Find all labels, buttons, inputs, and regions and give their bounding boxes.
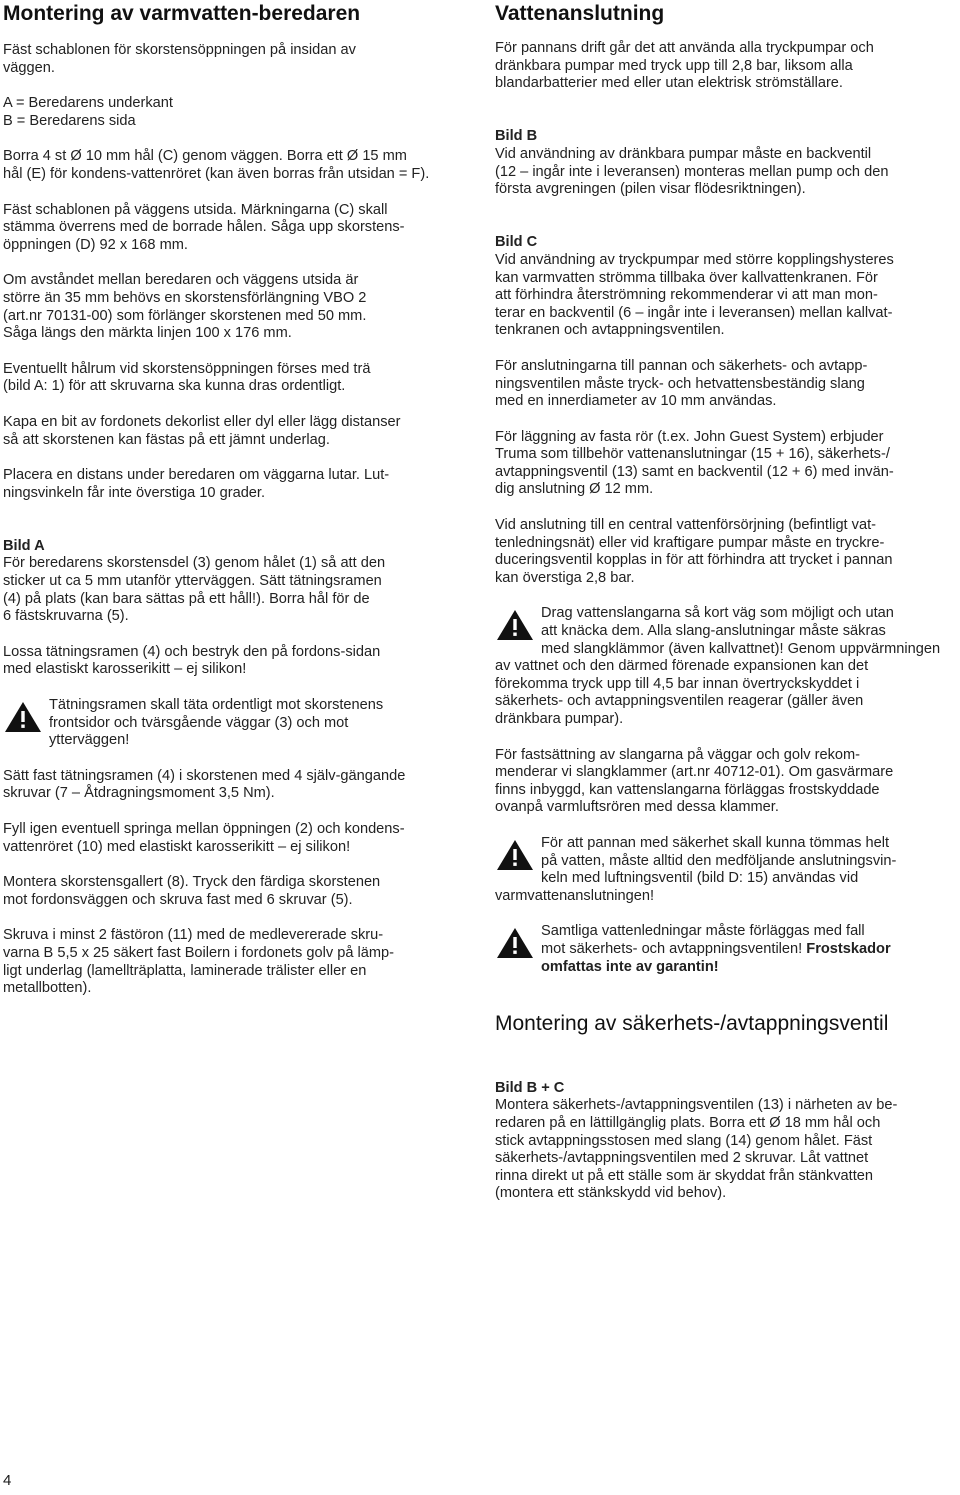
- paragraph-text: Vid användning av tryckpumpar med större kopplingshysteres kan varmvatten strömma tillbaka över kallvattenkranen. För att förhindra återströmning rekommenderar vi att man mon- terar en backventil (6 – ingår inte i leveransen) mellan kallvat- tenkranen och avtappningsventilen.: [495, 251, 894, 339]
- warning-note: [495, 923, 960, 976]
- paragraph: Placera en distans under beredaren om väggarna lutar. Lut- ningsvinkeln får inte överstiga 10 grader.: [3, 467, 390, 501]
- figure-label-c: Bild C: [495, 234, 538, 251]
- paragraph: Sätt fast tätningsramen (4) i skorstenen med 4 själv-gängande skruvar (7 – Åtdragningsmoment 3,5 Nm).: [3, 767, 406, 802]
- paragraph-text: Montera säkerhets-/avtappningsventilen (13) i närheten av be- redaren på en lättillgänglig plats. Borra ett Ø 18 mm hål och stick avtappningsstosen med slang (14) genom hålet. Fäst säkerhets-/avtappningsventilen med 2 skruvar. Låt vattnet rinna direkt ut på ett ställe som är skyddat från stänkvatten (montera ett stänkskydd vid behov).: [495, 1097, 898, 1202]
- figure-label-a: Bild A: [3, 537, 45, 554]
- warning-note: [495, 835, 960, 905]
- paragraph: Fäst schablonen för skorstensöppningen på insidan av väggen.: [3, 42, 356, 76]
- paragraph: Vid anslutning till en central vattenförsörjning (befintligt vat- tenledningsnät) eller vid kraftigare pumpar måste en tryckre- duceringsventil kopplas in för att förhindra att trycket i pannan kan överstiga 2,8 bar.: [495, 517, 893, 586]
- figure-label-b: Bild B: [495, 128, 538, 145]
- paragraph: Lossa tätningsramen (4) och bestryk den på fordons-sidan med elastiskt karosserikitt – ej silikon!: [3, 643, 381, 678]
- paragraph: För pannans drift går det att använda alla tryckpumpar och dränkbara pumpar med tryck upp till 2,8 bar, liksom alla blandarbatterier med eller utan elektrisk strömställare.: [495, 40, 874, 92]
- paragraph: [495, 217, 960, 340]
- paragraph-text: För beredarens skorstensdel (3) genom hålet (1) så att den sticker ut ca 5 mm utanför ytterväggen. Sätt tätningsramen (4) på plats (kan bara sättas på ett håll!). Borra hål för de 6 fästskruvarna (5).: [3, 555, 386, 625]
- figure-label-bc: Bild B + C: [495, 1079, 565, 1096]
- warning-text-bold: Frostskador: [806, 940, 891, 957]
- paragraph: [495, 1062, 960, 1203]
- warning-text: För att pannan med säkerhet skall kunna tömmas helt på vatten, måste alltid den medföljande anslutningsvin- keln med luftningsventil (bild D: 15) användas vid varmvattenanslutningen!: [495, 834, 897, 904]
- paragraph: Skruva i minst 2 fästöron (11) med de medlevererade skru- varna B 5,5 x 25 säkert fast Boilern i fordonets golv på lämp- ligt underlag (lamellträplatta, laminerade trälister eller en metallbotten).: [3, 927, 394, 997]
- section-title-water-heater: Montering av varmvatten-beredaren: [3, 2, 361, 25]
- section-title-water-connection: Vattenanslutning: [495, 2, 665, 25]
- left-column: [3, 0, 468, 998]
- paragraph: Kapa en bit av fordonets dekorlist eller dyl eller lägg distanser så att skorstenen kan fästas på ett jämnt underlag.: [3, 413, 401, 448]
- warning-note: [3, 697, 468, 750]
- paragraph: Fyll igen eventuell springa mellan öppningen (2) och kondens- vattenröret (10) med elastiskt karosserikitt – ej silikon!: [3, 821, 405, 855]
- paragraph: Om avståndet mellan beredaren och väggens utsida är större än 35 mm behövs en skorstensförlängning VBO 2 (art.nr 70131-00) som förlänger skorstenen med 50 mm. Såga längs den märkta linjen 100 x 176 mm.: [3, 272, 367, 342]
- paragraph: Fäst schablonen på väggens utsida. Märkningarna (C) skall stämma överrens med de borrade hålen. Såga upp skorstens- öppningen (D) 92 x 168 mm.: [3, 201, 405, 253]
- paragraph: Montera skorstensgallert (8). Tryck den färdiga skorstenen mot fordonsväggen och skruva fast med 6 skruvar (5).: [3, 874, 381, 908]
- right-column: [495, 0, 960, 1203]
- warning-text-bold: omfattas inte av garantin!: [541, 958, 719, 975]
- warning-icon: [495, 838, 535, 872]
- section-title-safety-valve: Montering av säkerhets-/avtappningsventil: [495, 1012, 889, 1036]
- warning-icon: [3, 700, 43, 734]
- paragraph: Borra 4 st Ø 10 mm hål (C) genom väggen. Borra ett Ø 15 mm hål (E) för kondens-vattenröret (kan även borras från utsidan = F).: [3, 148, 430, 182]
- paragraph: [3, 520, 468, 626]
- paragraph: För läggning av fasta rör (t.ex. John Guest System) erbjuder Truma som tillbehör vattenanslutningar (15 + 16), säkerhets-/ avtappningsventil (13) samt en backventil (12 + 6) med invän- dig anslutning Ø 12 mm.: [495, 428, 894, 498]
- paragraph: A = Beredarens underkant B = Beredarens sida: [3, 95, 173, 129]
- warning-icon: [495, 608, 535, 642]
- warning-icon: [495, 926, 535, 960]
- paragraph: För fastsättning av slangarna på väggar och golv rekom- menderar vi slangklammer (art.nr 40712-01). Om gasvärmare finns inbyggd, kan vattenslangarna förläggas frostskyddade ovanpå varmluftsrören med dessa klammer.: [495, 746, 894, 816]
- warning-text: Tätningsramen skall täta ordentligt mot skorstenens frontsidor och tvärsgående väggar (3) och mot ytterväggen!: [49, 697, 384, 749]
- paragraph-text: Vid användning av dränkbara pumpar måste en backventil (12 – ingår inte i leveransen) monteras mellan pump och den första avgreningen (pilen visar flödesriktningen).: [495, 145, 889, 198]
- paragraph: Eventuellt hålrum vid skorstensöppningen förses med trä (bild A: 1) för att skruvarna ska kunna dras ordentligt.: [3, 360, 371, 395]
- warning-text: [495, 923, 960, 976]
- page-number: 4: [3, 1472, 12, 1489]
- paragraph: [495, 111, 960, 199]
- warning-text-plain: Samtliga vattenledningar måste förläggas med fall mot säkerhets- och avtappningsventilen!: [541, 923, 865, 957]
- warning-text: Drag vattenslangarna så kort väg som möjligt och utan att knäcka dem. Alla slang-anslutningar måste säkras med slangklämmor (även kallvattnet)! Genom uppvärmningen av vattnet och den därmed förenade expansionen kan det förekomma tryck upp till 4,5 bar innan övertryckskyddet i säkerhets- och avtappningsventilen reagerar (gäller även dränkbara pumpar).: [495, 605, 941, 727]
- paragraph: För anslutningarna till pannan och säkerhets- och avtapp- ningsventilen måste tryck- och hetvattensbeständig slang med en innerdiameter av 10 mm användas.: [495, 357, 868, 410]
- warning-note: [495, 605, 960, 728]
